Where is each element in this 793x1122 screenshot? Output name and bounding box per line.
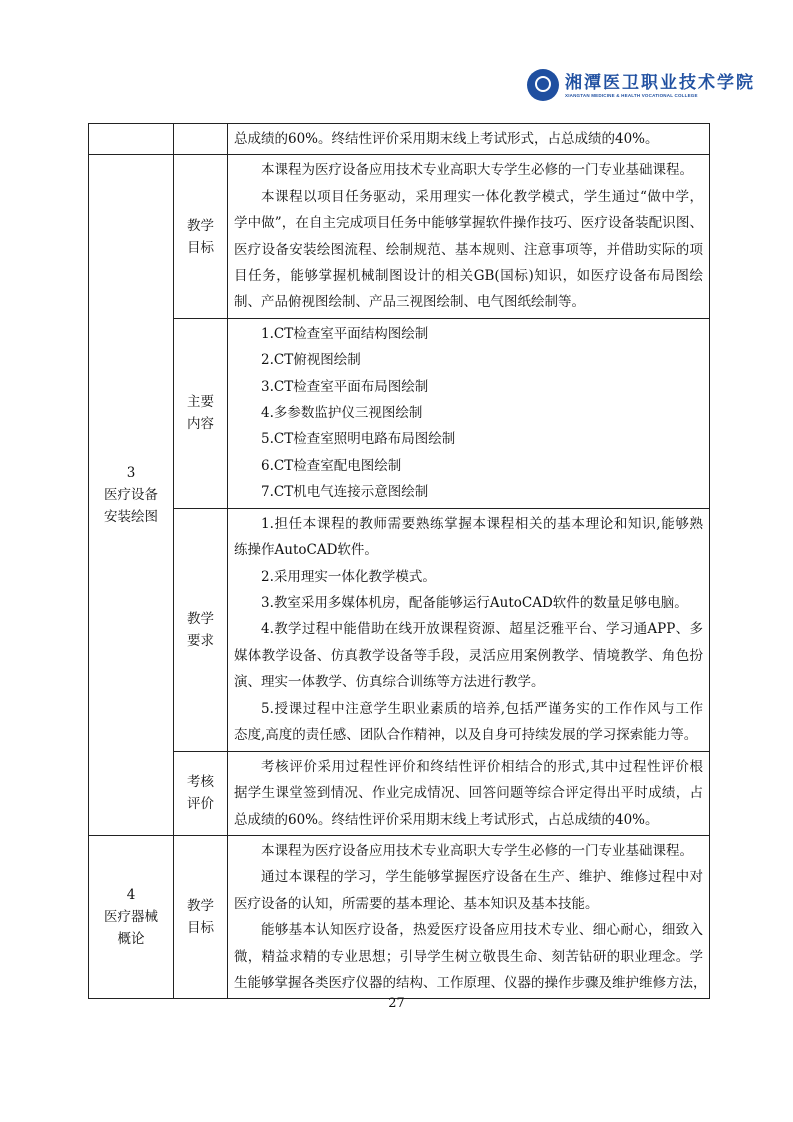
row-label: 教学 目标 xyxy=(174,155,228,318)
row-label: 教学 要求 xyxy=(174,508,228,751)
text-line: 考核评价采用过程性评价和终结性评价相结合的形式,其中过程性评价根 xyxy=(261,758,703,775)
text-line: 演、理实一体教学、仿真综合训练等方法进行教学。 xyxy=(234,674,545,691)
text-line: 3.教室采用多媒体机房，配备能够运行AutoCAD软件的数量足够电脑。 xyxy=(261,595,688,612)
teaching-requirements-cell xyxy=(228,508,710,751)
text-line: 1.担任本课程的教师需要熟练掌握本课程相关的基本理论和知识,能够熟 xyxy=(261,515,703,532)
text-line: 本课程以项目任务驱动，采用理实一体化教学模式，学生通过“做中学， xyxy=(261,188,703,205)
course-name-line: 医疗器械 xyxy=(104,909,158,926)
row-label: 考核 评价 xyxy=(174,751,228,835)
text-line: 练操作AutoCAD软件。 xyxy=(234,542,378,559)
text-line: 5.CT检查室照明电路布局图绘制 xyxy=(261,431,456,448)
course-name-line: 医疗设备 xyxy=(104,487,158,504)
text-line: 微，精益求精的专业思想；引导学生树立敬畏生命、刻苦钻研的职业理念。学 xyxy=(234,948,703,965)
text-line: 5.授课过程中注意学生职业素质的培养,包括严谨务实的工作作风与工作 xyxy=(261,700,703,717)
text-line: 目任务，能够掌握机械制图设计的相关GB(国标)知识，如医疗设备布局图绘 xyxy=(234,268,703,285)
text-line: 4.多参数监护仪三视图绘制 xyxy=(261,405,423,422)
course-number: 4 xyxy=(126,887,136,904)
table-row xyxy=(89,124,710,155)
text-line: 1.CT检查室平面结构图绘制 xyxy=(261,325,429,342)
text-line: 2.采用理实一体化教学模式。 xyxy=(261,568,436,585)
course-table xyxy=(88,123,710,999)
assessment-cell xyxy=(228,751,710,835)
text-line: 3.CT检查室平面布局图绘制 xyxy=(261,378,429,395)
text-line: 学中做”，在自主完成项目任务中能够掌握软件操作技巧、医疗设备装配识图、 xyxy=(234,215,703,232)
text-line: 通过本课程的学习，学生能够掌握医疗设备在生产、维护、维修过程中对 xyxy=(261,869,703,886)
text-line: 本课程为医疗设备应用技术专业高职大专学生必修的一门专业基础课程。 xyxy=(261,842,693,859)
table-row xyxy=(89,835,710,998)
text-line: 7.CT机电气连接示意图绘制 xyxy=(261,484,429,501)
college-logo xyxy=(527,69,755,101)
teaching-goal-cell xyxy=(228,155,710,318)
text-line: 生能够掌握各类医疗仪器的结构、工作原理、仪器的操作步骤及维护维修方法， xyxy=(234,974,707,991)
table-row xyxy=(89,155,710,318)
text-line: 制、产品俯视图绘制、产品三视图绘制、电气图纸绘制等。 xyxy=(234,294,585,311)
college-seal-icon xyxy=(527,69,559,101)
page-number: 27 xyxy=(388,996,405,1011)
course-name-line: 安装绘图 xyxy=(104,509,158,526)
teaching-goal-cell xyxy=(228,835,710,998)
cell xyxy=(228,124,710,155)
course-name-cell xyxy=(89,835,174,998)
text-line: 能够基本认知医疗设备，热爱医疗设备应用技术专业、细心耐心，细致入 xyxy=(261,922,703,939)
logo-english-name: XIANGTAN MEDICINE & HEALTH VOCATIONAL COLLEGE xyxy=(565,92,698,98)
table-row xyxy=(89,318,710,508)
text-line: 4.教学过程中能借助在线开放课程资源、超星泛雅平台、学习通APP、多 xyxy=(261,621,703,638)
text-line: 媒体教学设备、仿真教学设备等手段，灵活应用案例教学、情境教学、角色扮 xyxy=(234,647,703,664)
course-name-line: 概论 xyxy=(117,931,145,948)
text-line: 本课程为医疗设备应用技术专业高职大专学生必修的一门专业基础课程。 xyxy=(261,162,693,179)
logo-chinese-name: 湘潭医卫职业技术学院 xyxy=(565,72,755,93)
text-line: 总成绩的60%。终结性评价采用期末线上考试形式，占总成绩的40%。 xyxy=(234,131,659,147)
text-line: 医疗设备的认知，所需要的基本理论、基本知识及基本技能。 xyxy=(234,895,599,912)
main-content-cell xyxy=(228,318,710,508)
text-line: 2.CT俯视图绘制 xyxy=(261,352,361,369)
row-label: 教学 目标 xyxy=(174,835,228,998)
row-label: 主要 内容 xyxy=(174,318,228,508)
course-name-cell xyxy=(89,155,174,836)
text-line: 6.CT检查室配电图绘制 xyxy=(261,457,402,474)
text-line: 总成绩的60%。终结性评价采用期末线上考试形式，占总成绩的40%。 xyxy=(234,811,659,828)
text-line: 态度,高度的责任感、团队合作精神，以及自身可持续发展的学习探索能力等。 xyxy=(234,727,698,744)
table-row xyxy=(89,751,710,835)
text-line: 据学生课堂签到情况、作业完成情况、回答问题等综合评定得出平时成绩，占 xyxy=(234,785,703,802)
course-number: 3 xyxy=(126,465,136,482)
text-line: 医疗设备安装绘图流程、绘制规范、基本规则、注意事项等，并借助实际的项 xyxy=(234,241,703,258)
table-row xyxy=(89,508,710,751)
